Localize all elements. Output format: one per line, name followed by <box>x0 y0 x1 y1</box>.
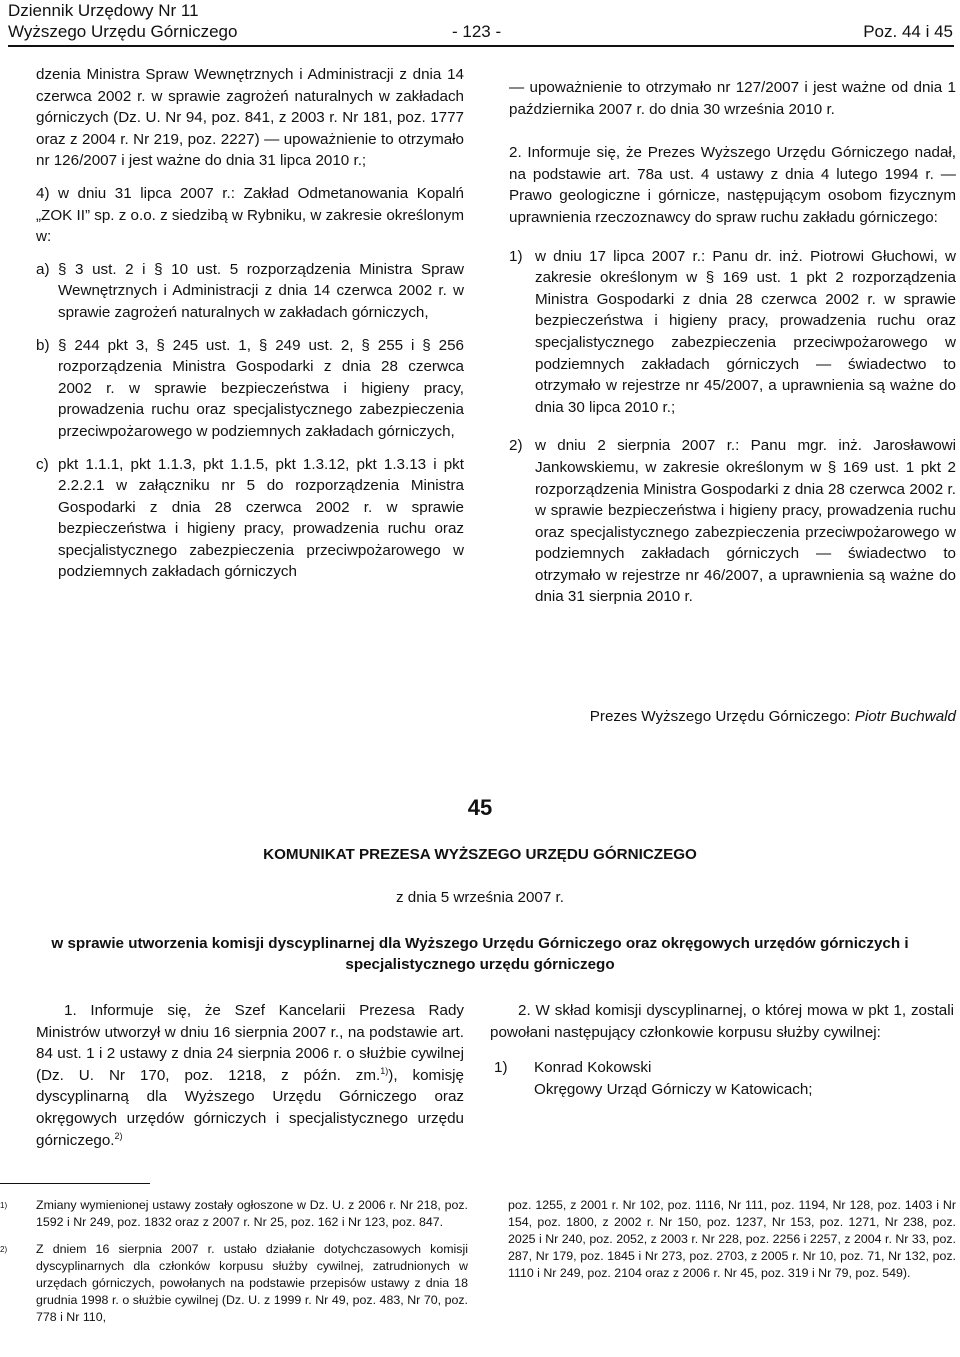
journal-line-2: Wyższego Urzędu Górniczego <box>8 22 238 41</box>
footnote-rule <box>0 1183 150 1184</box>
body-paragraph-1-part-b: ), komisję dyscyplinarną dla Wyższego Urzędu Górniczego oraz okręgowych urzędów górniczych i specjalistycznego urzędu górniczego. <box>36 1066 464 1149</box>
list-item-text: § 3 ust. 2 i § 10 ust. 5 rozporządzenia Ministra Spraw Wewnętrznych i Administracji z dnia 14 czerwca 2002 r. w sprawie zagrożeń naturalnych w zakładach górniczych, <box>58 260 464 321</box>
list-item-label: b) <box>36 336 50 354</box>
footnote-reference-2[interactable]: 2) <box>114 1130 123 1141</box>
document-title: KOMUNIKAT PREZESA WYŻSZEGO URZĘDU GÓRNICZEGO <box>263 846 697 863</box>
list-item <box>490 1057 954 1100</box>
list-item-text: pkt 1.1.1, pkt 1.1.3, pkt 1.1.5, pkt 1.3.12, pkt 1.3.13 i pkt 2.2.2.1 w załączniku nr 5 do rozporządzenia Ministra Gospodarki z dnia 28 czerwca 2002 r. w sprawie bezpieczeństwa i higieny pracy, prowadzenia ruchu oraz specjalistycznego zabezpieczenia przeciwpożarowego w podziemnych zakładach górniczych <box>58 455 464 581</box>
list-item-text: w dniu 2 sierpnia 2007 r.: Panu mgr. inż. Jarosławowi Jankowskiemu, w zakresie określonym w § 169 ust. 1 pkt 2 rozporządzenia Ministra Gospodarki z dnia 28 czerwca 2002 r. w sprawie bezpieczeństwa i higieny pracy, prowadzenia ruchu oraz specjalistycznego zabezpieczenia przeciwpożarowego w podziemnych zakładach górniczych — świadectwo to otrzymało w rejestrze nr 46/2007, a uprawnienia są ważne do dnia 31 sierpnia 2010 r. <box>535 437 956 606</box>
document-subject: w sprawie utworzenia komisji dyscyplinarnej dla Wyższego Urzędu Górniczego oraz okręgowych urzędów górniczych i specjalistycznego urzędu górniczego <box>51 935 909 973</box>
list-item-text: w dniu 17 lipca 2007 r.: Panu dr. inż. Piotrowi Głuchowi, w zakresie określonym w § 169 ust. 1 pkt 2 rozporządzenia Ministra Gospodarki z dnia 28 czerwca 2002 r. w sprawie bezpieczeństwa i higieny pracy, prowadzenia ruchu oraz specjalistycznego zabezpieczenia przeciwpożarowego w podziemnych zakładach górniczych — świadectwo to otrzymało w rejestrze nr 45/2007, a uprawnienia są ważne do dnia 30 lipca 2010 r.; <box>535 247 956 416</box>
journal-title <box>8 0 237 42</box>
list-item <box>36 259 464 324</box>
document-date: z dnia 5 września 2007 r. <box>395 889 564 906</box>
body-right-column <box>490 1000 954 1100</box>
list-item-label: a) <box>36 260 50 278</box>
footnote-2 <box>0 1241 468 1326</box>
footnotes-left <box>0 1197 468 1336</box>
list-item-label: 2) <box>509 437 523 455</box>
position-reference: Poz. 44 i 45 <box>863 22 953 41</box>
list-item-text: § 244 pkt 3, § 245 ust. 1, § 249 ust. 2, § 255 i § 256 rozporządzenia Ministra Gospodarki z dnia 28 czerwca 2002 r. w sprawie bezpieczeństwa i higieny pracy, prowadzenia ruchu oraz specjalistycznego zabezpieczenia przeciwpożarowego w podziemnych zakładach górniczych, <box>58 336 464 440</box>
body-left-column <box>36 1000 464 1151</box>
footnote-reference-1[interactable]: 1) <box>380 1065 389 1076</box>
list-item <box>36 454 464 584</box>
footnote-2-continued <box>508 1197 956 1282</box>
footnote-1-text: Zmiany wymienionej ustawy zostały ogłoszone w Dz. U. z 2006 r. Nr 218, poz. 1592 i Nr 249, poz. 1832 oraz z 2007 r. Nr 25, poz. 162 i Nr 123, poz. 847. <box>36 1198 468 1229</box>
body-paragraph-1 <box>36 1000 464 1151</box>
header-rule <box>8 45 954 47</box>
footnote-1-mark: 1) <box>0 1201 8 1210</box>
footnotes-right <box>508 1197 956 1292</box>
journal-line-1: Dziennik Urzędowy Nr 11 <box>8 1 199 20</box>
left-column <box>36 64 464 583</box>
member-office: Okręgowy Urząd Górniczy w Katowicach; <box>534 1080 813 1098</box>
signature-name: Piotr Buchwald <box>854 708 956 725</box>
right-paragraph-2: 2. Informuje się, że Prezes Wyższego Urzędu Górniczego nadał, na podstawie art. 78a ust. 4 ustawy z dnia 4 lutego 1994 r. — Prawo geologiczne i górnicze, następującym osobom fizycznym uprawnienia rzeczoznawcy do spraw ruchu zakładu górniczego: <box>509 144 956 226</box>
member-name: Konrad Kokowski <box>534 1059 652 1077</box>
list-item-label: 1) <box>494 1059 508 1077</box>
page-number: - 123 - <box>452 22 502 41</box>
document-number: 45 <box>467 795 493 820</box>
list-item <box>509 246 956 419</box>
signature <box>590 708 956 725</box>
body-paragraph-1-part-a: 1. Informuje się, że Szef Kancelarii Prezesa Rady Ministrów utworzył w dniu 16 sierpnia 2007 r., na podstawie art. 84 ust. 1 i 2 ustawy z dnia 24 sierpnia 2006 r. o służbie cywilnej (Dz. U. Nr 170, poz. 1218, z późn. zm. <box>36 1002 464 1084</box>
footnote-1 <box>0 1197 468 1231</box>
footnote-2-mark: 2) <box>0 1245 8 1254</box>
list-item <box>36 335 464 443</box>
list-item <box>509 435 956 608</box>
left-paragraph-1: dzenia Ministra Spraw Wewnętrznych i Administracji z dnia 14 czerwca 2002 r. w sprawie zagrożeń naturalnych w zakładach górniczych (Dz. U. Nr 94, poz. 841, z 2003 r. Nr 181, poz. 1777 oraz z 2004 r. Nr 219, poz. 2227) — upoważnienie to otrzymało nr 126/2007 i jest ważne do dnia 31 lipca 2010 r.; <box>36 66 464 170</box>
signature-role: Prezes Wyższego Urzędu Górniczego: <box>589 708 851 725</box>
left-paragraph-2: 4) w dniu 31 lipca 2007 r.: Zakład Odmetanowania Kopalń „ZOK II” sp. z o.o. z siedzibą w Rybniku, w zakresie określonym w: <box>36 184 464 246</box>
list-item-label: 1) <box>509 247 523 265</box>
footnote-2-text: Z dniem 16 sierpnia 2007 r. ustało działanie dotychczasowych komisji dyscyplinarnych dla członków korpusu służby cywilnej, zatrudnionych w urzędach górniczych, powołanych na podstawie przepisów ustawy z dnia 18 grudnia 1998 r. o służbie cywilnej (Dz. U. z 1999 r. Nr 49, poz. 483, Nr 70, poz. 778 i Nr 110, <box>36 1242 468 1324</box>
footnote-2-continued-text: poz. 1255, z 2001 r. Nr 102, poz. 1116, Nr 111, poz. 1194, Nr 128, poz. 1403 i Nr 154, poz. 1800, z 2002 r. Nr 150, poz. 1237, Nr 153, poz. 1271, Nr 238, poz. 2025 i Nr 240, poz. 2052, z 2003 r. Nr 228, poz. 2256 i 2257, z 2004 r. Nr 33, poz. 287, Nr 179, poz. 1845 i Nr 273, poz. 2703, z 2005 r. Nr 10, poz. 71, Nr 132, poz. 1110 i Nr 249, poz. 2104 oraz z 2006 r. Nr 45, poz. 319 i Nr 79, poz. 549). <box>508 1198 956 1280</box>
list-item-label: c) <box>36 455 49 473</box>
list-item-text <box>534 1057 954 1100</box>
right-column <box>509 77 956 608</box>
right-paragraph-1: — upoważnienie to otrzymało nr 127/2007 i jest ważne od dnia 1 października 2007 r. do dnia 30 września 2010 r. <box>509 79 956 118</box>
body-paragraph-2: 2. W skład komisji dyscyplinarnej, o której mowa w pkt 1, zostali powołani następujący członkowie korpusu służby cywilnej: <box>490 1002 954 1041</box>
